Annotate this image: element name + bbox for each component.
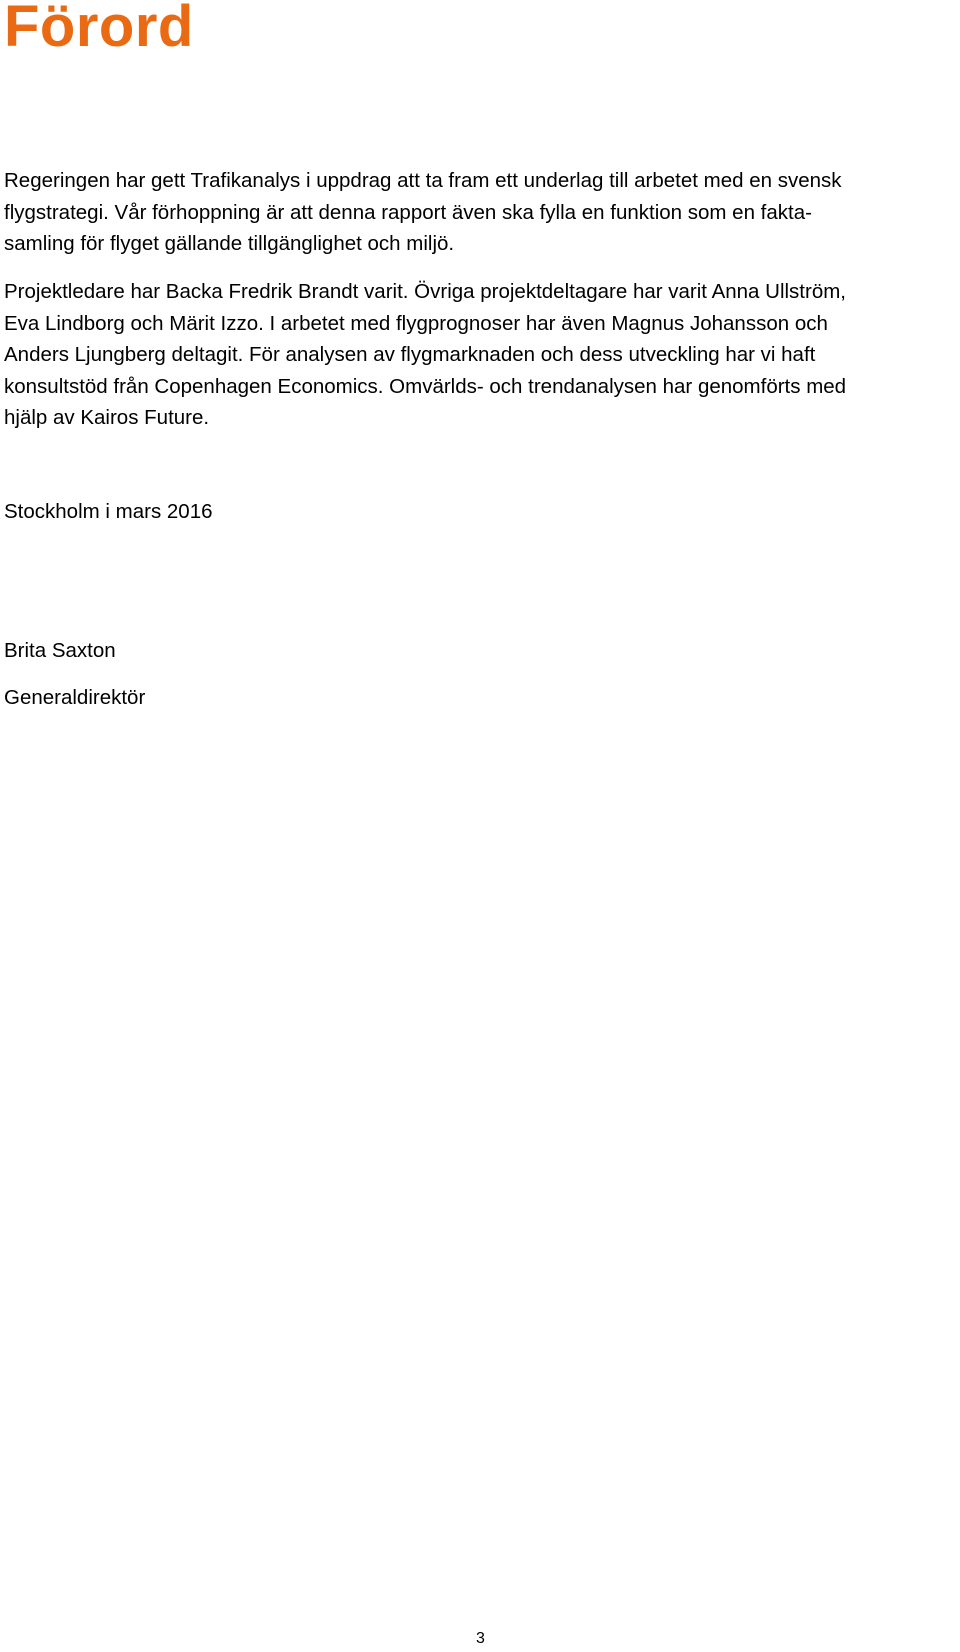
paragraph-line: Eva Lindborg och Märit Izzo. I arbetet med flygprognoser har även Magnus Johansson och [4,311,828,335]
paragraph-line: hjälp av Kairos Future. [4,406,210,429]
signer-title: Generaldirektör [4,686,146,709]
page-title: Förord [4,0,194,59]
paragraph-line: Regeringen har gett Trafikanalys i uppdrag att ta fram ett underlag till arbetet med en svensk [4,169,842,192]
paragraph-line: flygstrategi. Vår förhoppning är att denna rapport även ska fylla en funktion som en fakta- [4,200,812,224]
paragraph-intro [4,165,954,260]
paragraph-line: Projektledare har Backa Fredrik Brandt varit. Övriga projektdeltagare har varit Anna Ullström, [4,280,847,303]
place-and-date: Stockholm i mars 2016 [4,500,213,523]
paragraph-line: Anders Ljungberg deltagit. För analysen av flygmarknaden och dess utveckling har vi haft [4,343,816,366]
paragraph-project-team [4,276,954,434]
paragraph-line: samling för flyget gällande tillgänglighet och miljö. [4,232,455,255]
page-number: 3 [476,1630,485,1647]
signer-name: Brita Saxton [4,639,116,662]
paragraph-line: konsultstöd från Copenhagen Economics. Omvärlds- och trendanalysen har genomförts med [4,374,847,398]
